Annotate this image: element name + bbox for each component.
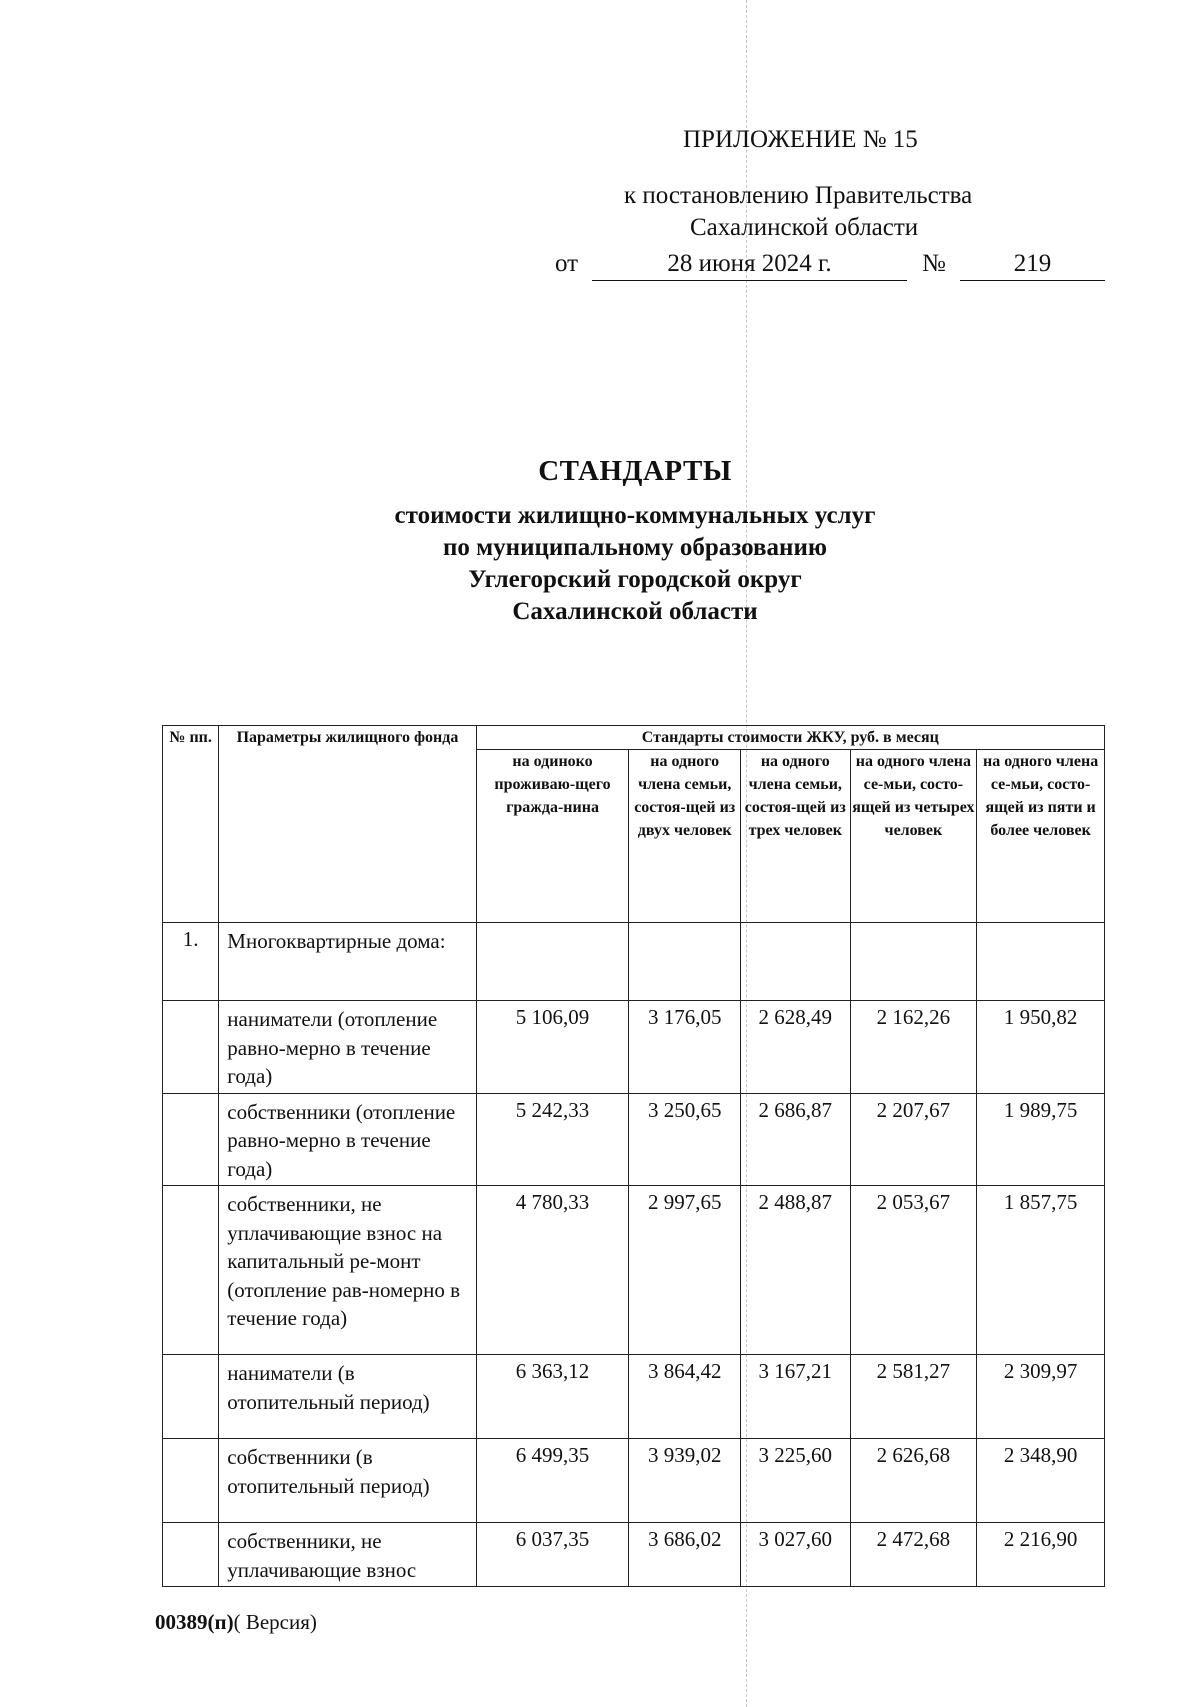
row-number bbox=[163, 1186, 219, 1355]
row-value bbox=[476, 923, 629, 1001]
resolution-line: к постановлению Правительства bbox=[624, 182, 973, 209]
table-row bbox=[163, 1523, 1105, 1587]
row-parameter: собственники, не уплачивающие взнос bbox=[219, 1523, 476, 1587]
row-number: 1. bbox=[163, 923, 219, 1001]
col-header-num: № пп. bbox=[163, 726, 219, 923]
title-line: Сахалинской области bbox=[512, 598, 758, 625]
row-number bbox=[163, 1355, 219, 1439]
row-value: 5 242,33 bbox=[476, 1093, 629, 1186]
sub-header-five-plus: на одного члена се-мьи, состо-ящей из пяти и более человек bbox=[977, 750, 1105, 923]
sub-header-two: на одного члена семьи, состоя-щей из двух человек bbox=[629, 750, 741, 923]
row-value: 2 628,49 bbox=[741, 1001, 851, 1094]
from-label: от bbox=[555, 250, 579, 277]
date-number-row bbox=[540, 246, 1105, 286]
row-value: 2 686,87 bbox=[741, 1093, 851, 1186]
row-parameter: собственники (отопление равно-мерно в течение года) bbox=[219, 1093, 476, 1186]
table-row bbox=[163, 1355, 1105, 1439]
row-value: 3 225,60 bbox=[741, 1439, 851, 1523]
title-subtitle bbox=[290, 500, 980, 628]
row-value: 1 950,82 bbox=[977, 1001, 1105, 1094]
row-value: 2 581,27 bbox=[850, 1355, 977, 1439]
table-row bbox=[163, 1439, 1105, 1523]
row-value: 3 864,42 bbox=[629, 1355, 741, 1439]
row-value: 2 053,67 bbox=[850, 1186, 977, 1355]
row-value: 2 626,68 bbox=[850, 1439, 977, 1523]
row-value: 1 989,75 bbox=[977, 1093, 1105, 1186]
group-header: Стандарты стоимости ЖКУ, руб. в месяц bbox=[476, 726, 1104, 750]
row-value bbox=[629, 923, 741, 1001]
row-value: 6 363,12 bbox=[476, 1355, 629, 1439]
row-value: 2 488,87 bbox=[741, 1186, 851, 1355]
row-value bbox=[850, 923, 977, 1001]
region-line: Сахалинской области bbox=[690, 214, 919, 241]
table-row bbox=[163, 1186, 1105, 1355]
title-line: по муниципальному образованию bbox=[443, 534, 827, 561]
footer-code bbox=[155, 1610, 317, 1635]
sub-header-three: на одного члена семьи, состоя-щей из трех человек bbox=[741, 750, 851, 923]
appendix-title: ПРИЛОЖЕНИЕ № 15 bbox=[683, 126, 918, 153]
row-value: 5 106,09 bbox=[476, 1001, 629, 1094]
resolution-number: 219 bbox=[960, 250, 1105, 281]
row-value: 2 216,90 bbox=[977, 1523, 1105, 1587]
standards-table bbox=[162, 725, 1105, 1587]
row-value: 2 162,26 bbox=[850, 1001, 977, 1094]
row-value: 2 309,97 bbox=[977, 1355, 1105, 1439]
table-row bbox=[163, 1001, 1105, 1094]
row-parameter: наниматели (отопление равно-мерно в течение года) bbox=[219, 1001, 476, 1094]
table-row bbox=[163, 923, 1105, 1001]
row-value: 2 997,65 bbox=[629, 1186, 741, 1355]
row-value bbox=[977, 923, 1105, 1001]
row-number bbox=[163, 1001, 219, 1094]
row-number bbox=[163, 1523, 219, 1587]
row-value: 2 207,67 bbox=[850, 1093, 977, 1186]
number-label: № bbox=[922, 250, 946, 277]
col-header-param: Параметры жилищного фонда bbox=[219, 726, 476, 923]
row-parameter: наниматели (в отопительный период) bbox=[219, 1355, 476, 1439]
row-value: 3 176,05 bbox=[629, 1001, 741, 1094]
row-value: 2 348,90 bbox=[977, 1439, 1105, 1523]
row-value: 6 499,35 bbox=[476, 1439, 629, 1523]
table-row bbox=[163, 1093, 1105, 1186]
row-number bbox=[163, 1093, 219, 1186]
row-value: 3 027,60 bbox=[741, 1523, 851, 1587]
row-value: 4 780,33 bbox=[476, 1186, 629, 1355]
sub-header-four: на одного члена се-мьи, состо-ящей из четырех человек bbox=[850, 750, 977, 923]
document-title bbox=[290, 455, 980, 628]
version-label: ( Версия) bbox=[233, 1610, 317, 1634]
title-main: СТАНДАРТЫ bbox=[538, 455, 732, 487]
sub-header-single: на одиноко проживаю-щего гражда-нина bbox=[476, 750, 629, 923]
title-line: стоимости жилищно-коммунальных услуг bbox=[394, 502, 876, 529]
row-value: 3 939,02 bbox=[629, 1439, 741, 1523]
row-number bbox=[163, 1439, 219, 1523]
row-value: 1 857,75 bbox=[977, 1186, 1105, 1355]
form-code: 00389(п) bbox=[155, 1610, 234, 1634]
row-value: 2 472,68 bbox=[850, 1523, 977, 1587]
row-value: 3 250,65 bbox=[629, 1093, 741, 1186]
row-value bbox=[741, 923, 851, 1001]
row-parameter: собственники (в отопительный период) bbox=[219, 1439, 476, 1523]
row-parameter: собственники, не уплачивающие взнос на капитальный ре-монт (отопление рав-номерно в течение года) bbox=[219, 1186, 476, 1355]
title-line: Углегорский городской округ bbox=[468, 566, 802, 593]
row-value: 6 037,35 bbox=[476, 1523, 629, 1587]
row-value: 3 167,21 bbox=[741, 1355, 851, 1439]
row-parameter: Многоквартирные дома: bbox=[219, 923, 476, 1001]
row-value: 3 686,02 bbox=[629, 1523, 741, 1587]
resolution-date: 28 июня 2024 г. bbox=[592, 250, 907, 281]
